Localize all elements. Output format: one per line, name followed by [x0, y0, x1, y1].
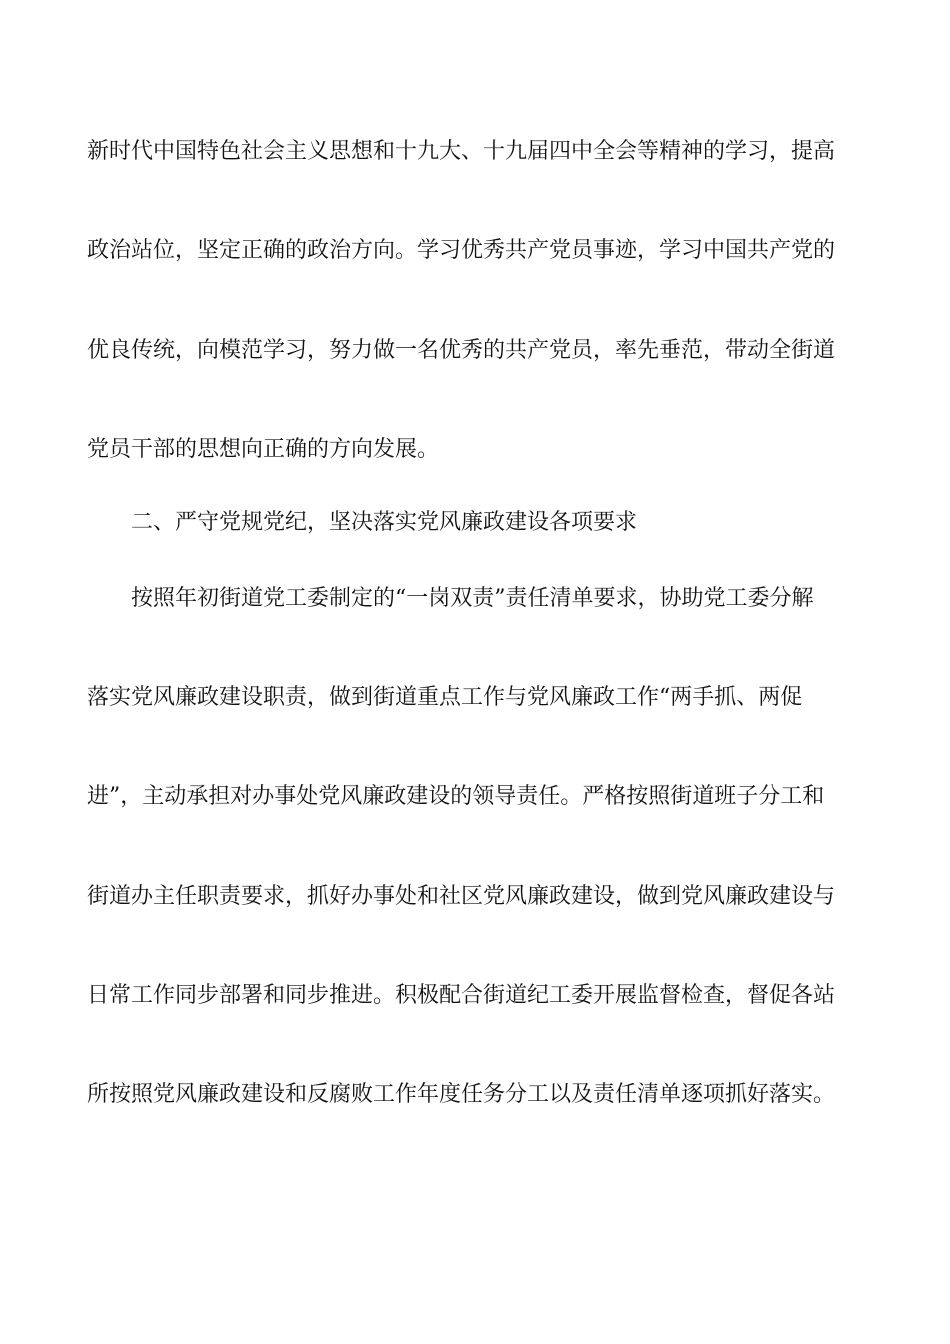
paragraph-line-8: 街道办主任职责要求，抓好办事处和社区党风廉政建设，做到党风廉政建设与	[87, 884, 836, 909]
paragraph-line-3: 优良传统，向模范学习，努力做一名优秀的共产党员，率先垂范，带动全街道	[87, 338, 836, 363]
section-heading: 二、严守党规党纪，坚决落实党风廉政建设各项要求	[131, 510, 638, 535]
paragraph-line-5: 按照年初街道党工委制定的“一岗双责”责任清单要求，协助党工委分解	[131, 586, 814, 611]
paragraph-line-1: 新时代中国特色社会主义思想和十九大、十九届四中全会等精神的学习，提高	[87, 139, 836, 164]
paragraph-line-6: 落实党风廉政建设职责，做到街道重点工作与党风廉政工作“两手抓、两促	[87, 685, 803, 710]
paragraph-line-10: 所按照党风廉政建设和反腐败工作年度任务分工以及责任清单逐项抓好落实。	[87, 1082, 836, 1107]
paragraph-line-7: 进”，主动承担对办事处党风廉政建设的领导责任。严格按照街道班子分工和	[87, 784, 825, 809]
paragraph-line-9: 日常工作同步部署和同步推进。积极配合街道纪工委开展监督检查，督促各站	[87, 983, 836, 1008]
paragraph-line-4: 党员干部的思想向正确的方向发展。	[87, 437, 440, 462]
paragraph-line-2: 政治站位，坚定正确的政治方向。学习优秀共产党员事迹，学习中国共产党的	[87, 238, 836, 263]
